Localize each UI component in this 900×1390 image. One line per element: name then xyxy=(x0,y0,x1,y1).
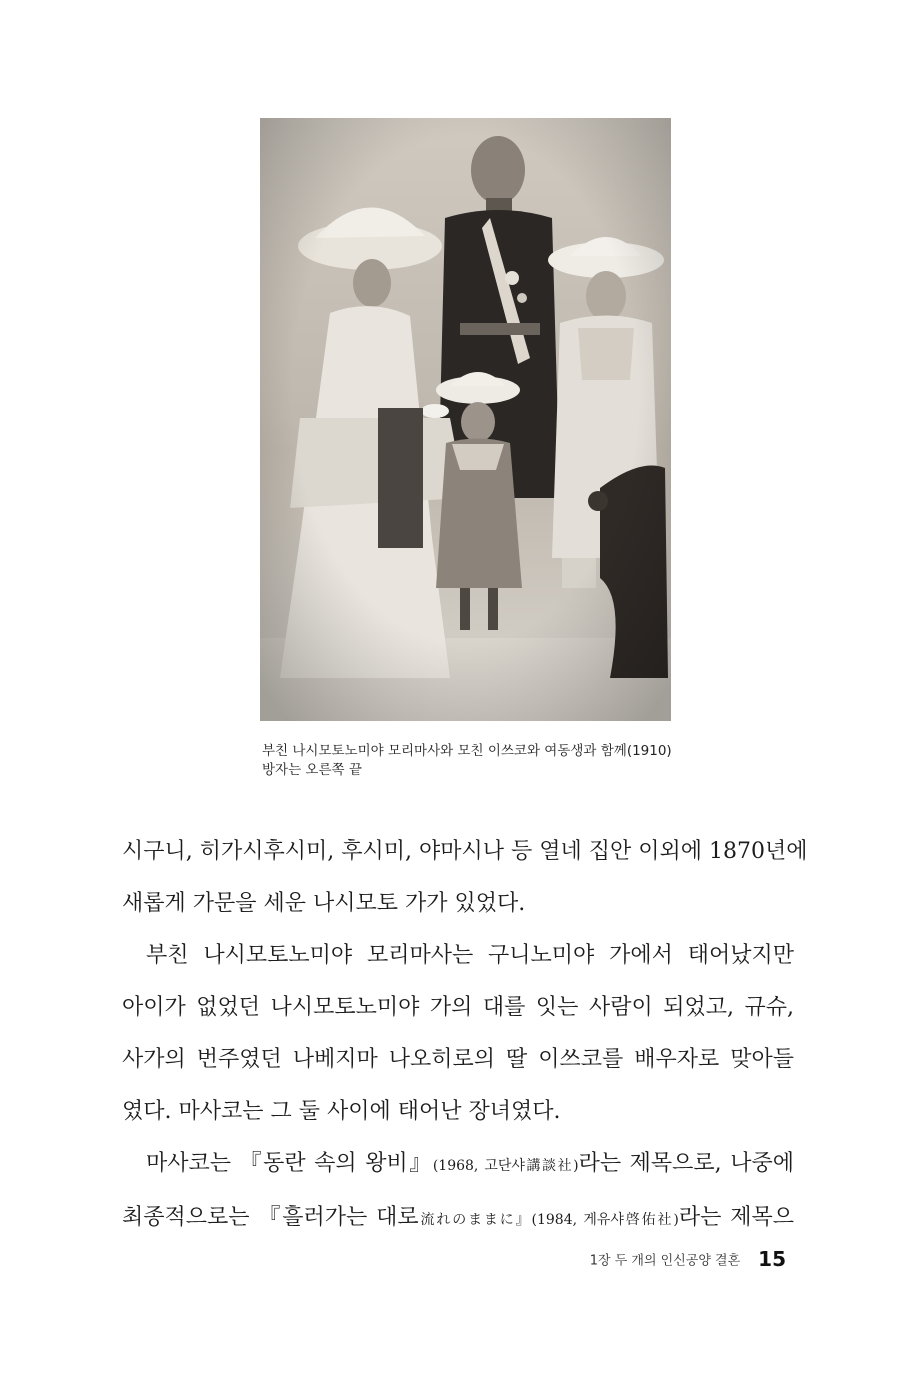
text-run-small: (1968, 고단샤講談社) xyxy=(432,1158,579,1174)
family-photograph xyxy=(260,118,671,721)
text-run: 새롭게 가문을 세운 나시모토 가가 있었다. xyxy=(122,891,526,916)
text-line xyxy=(122,826,808,878)
text-line xyxy=(122,1034,794,1086)
text-run: 최종적으로는 『흘러가는 대로 xyxy=(122,1205,419,1230)
text-line xyxy=(122,878,794,930)
text-line xyxy=(122,1192,794,1246)
text-run-small: 流れのままに』(1984, 게유샤啓佑社) xyxy=(418,1212,679,1228)
photo-caption xyxy=(262,742,722,780)
text-line xyxy=(122,1138,794,1192)
text-run: 사가의 번주였던 나베지마 나오히로의 딸 이쓰코를 배우자로 맞아들 xyxy=(122,1047,794,1072)
caption-line-1: 부친 나시모토노미야 모리마사와 모친 이쓰코와 여동생과 함께(1910) xyxy=(262,743,672,759)
chapter-title: 1장 두 개의 인신공양 결혼 xyxy=(589,1253,741,1269)
page-footer xyxy=(520,1247,786,1271)
body-text xyxy=(122,826,808,1246)
text-run: 였다. 마사코는 그 둘 사이에 태어난 장녀였다. xyxy=(122,1099,561,1124)
family-photograph-image xyxy=(260,118,671,721)
page-number: 15 xyxy=(758,1247,786,1271)
text-run: 아이가 없었던 나시모토노미야 가의 대를 잇는 사람이 되었고, 규슈, xyxy=(122,995,794,1020)
text-run: 시구니, 히가시후시미, 후시미, 야마시나 등 열네 집안 이외에 1870년에 xyxy=(122,839,808,864)
text-run: 라는 제목으로, 나중에 xyxy=(578,1151,794,1176)
text-line xyxy=(122,982,794,1034)
text-line xyxy=(122,1086,794,1138)
text-line xyxy=(122,930,794,982)
text-run: 라는 제목으 xyxy=(678,1205,794,1230)
caption-line-2: 방자는 오른쪽 끝 xyxy=(262,762,362,778)
text-run: 부친 나시모토노미야 모리마사는 구니노미야 가에서 태어났지만 xyxy=(146,943,794,968)
text-run: 마사코는 『동란 속의 왕비』 xyxy=(146,1151,433,1176)
